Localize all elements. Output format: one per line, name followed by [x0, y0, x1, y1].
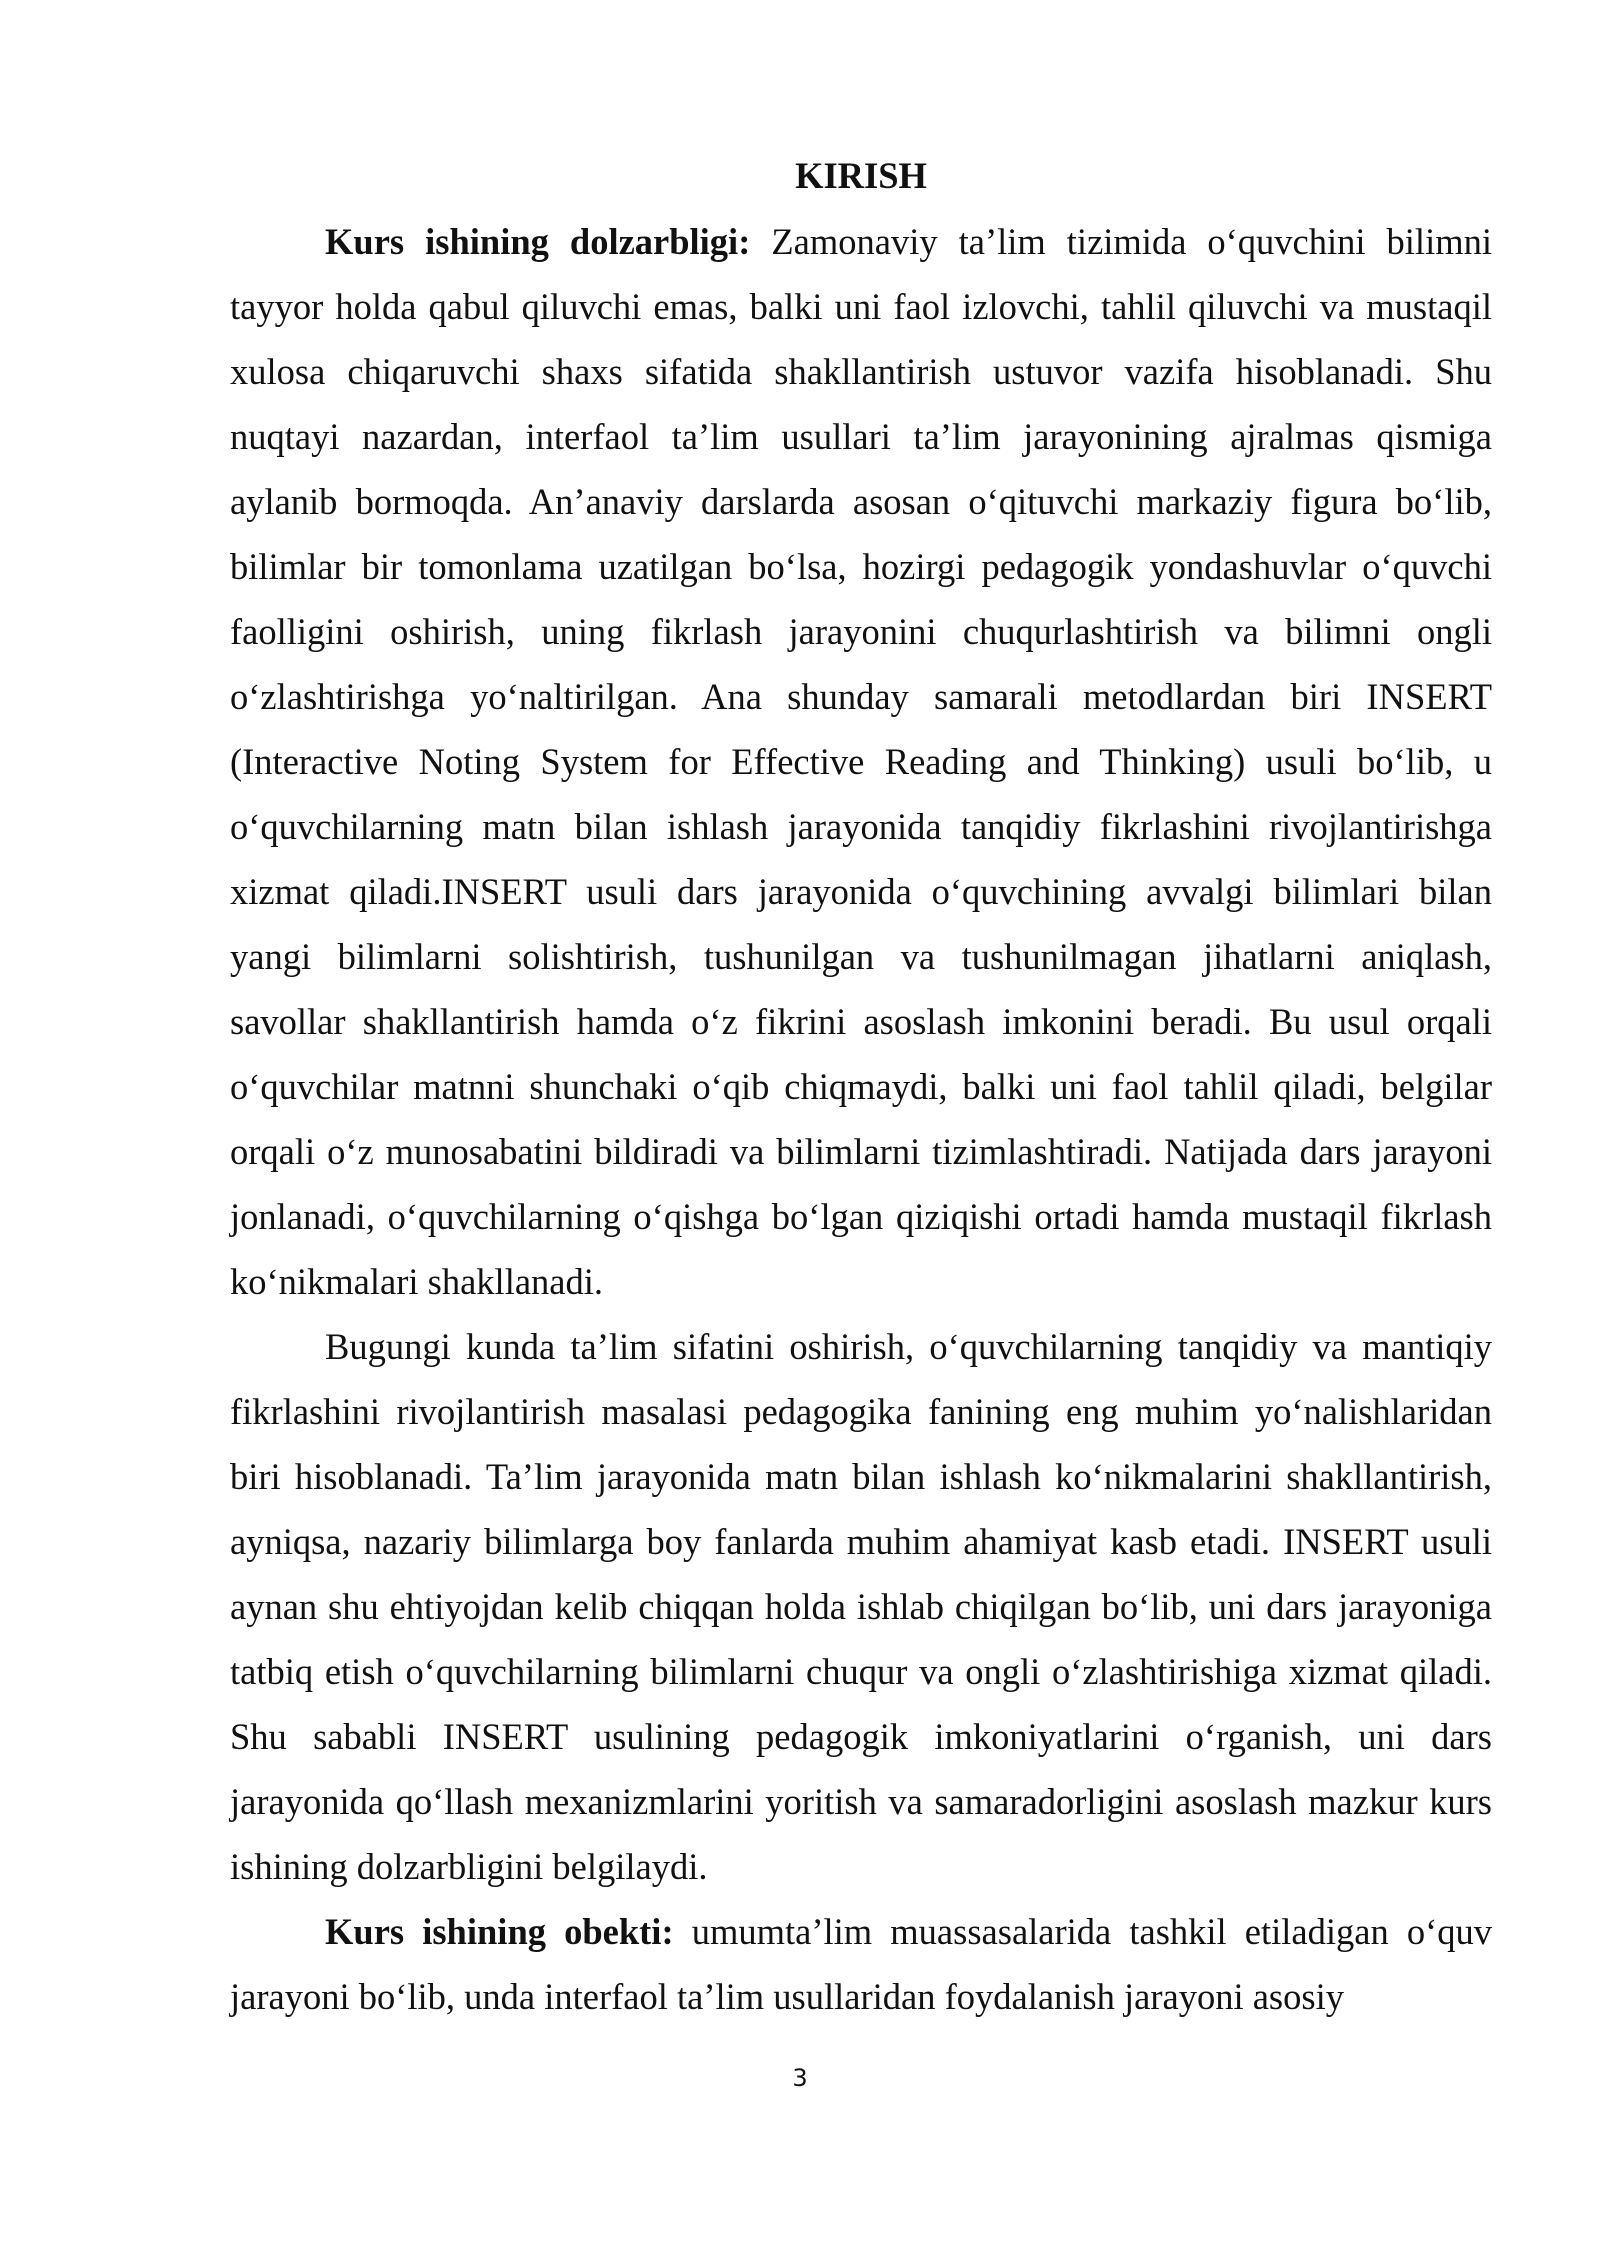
- paragraph-object: [230, 1899, 1492, 2029]
- paragraph-text-object: umumta’lim muassasalarida tashkil etiladigan o‘quv jarayoni bo‘lib, unda interfaol ta’lim usullaridan foydalanish jarayoni asosiy: [230, 1911, 1492, 2017]
- paragraph-lead-relevance: Kurs ishining dolzarbligi:: [325, 221, 751, 262]
- paragraph-text-importance: Bugungi kunda ta’lim sifatini oshirish, o‘quvchilarning tanqidiy va mantiqiy fikrlashini rivojlantirish masalasi pedagogika fanining eng muhim yo‘nalishlaridan biri hisoblanadi. Ta’lim jarayonida matn bilan ishlash ko‘nikmalarini shakllantirish, ayniqsa, nazariy bilimlarga boy fanlarda muhim ahamiyat kasb etadi. INSERT usuli aynan shu ehtiyojdan kelib chiqqan holda ishlab chiqilgan bo‘lib, uni dars jarayoniga tatbiq etish o‘quvchilarning bilimlarni chuqur va ongli o‘zlashtirishiga xizmat qiladi. Shu sababli INSERT usulining pedagogik imkoniyatlarini o‘rganish, uni dars jarayonida qo‘llash mexanizmlarini yoritish va samaradorligini asoslash mazkur kurs ishining dolzarbligini belgilaydi.: [230, 1326, 1492, 1887]
- paragraph-text-relevance: Zamonaviy ta’lim tizimida o‘quvchini bilimni tayyor holda qabul qiluvchi emas, balki uni faol izlovchi, tahlil qiluvchi va mustaqil xulosa chiqaruvchi shaxs sifatida shakllantirish ustuvor vazifa hisoblanadi. Shu nuqtayi nazardan, interfaol ta’lim usullari ta’lim jarayonining ajralmas qismiga aylanib bormoqda. An’anaviy darslarda asosan o‘qituvchi markaziy figura bo‘lib, bilimlar bir tomonlama uzatilgan bo‘lsa, hozirgi pedagogik yondashuvlar o‘quvchi faolligini oshirish, uning fikrlash jarayonini chuqurlashtirish va bilimni ongli o‘zlashtirishga yo‘naltirilgan. Ana shunday samarali metodlardan biri INSERT (Interactive Noting System for Effective Reading and Thinking) usuli bo‘lib, u o‘quvchilarning matn bilan ishlash jarayonida tanqidiy fikrlashini rivojlantirishga xizmat qiladi.INSERT usuli dars jarayonida o‘quvchining avvalgi bilimlari bilan yangi bilimlarni solishtirish, tushunilgan va tushunilmagan jihatlarni aniqlash, savollar shakllantirish hamda o‘z fikrini asoslash imkonini beradi. Bu usul orqali o‘quvchilar matnni shunchaki o‘qib chiqmaydi, balki uni faol tahlil qiladi, belgilar orqali o‘z munosabatini bildiradi va bilimlarni tizimlashtiradi. Natijada dars jarayoni jonlanadi, o‘quvchilarning o‘qishga bo‘lgan qiziqishi ortadi hamda mustaqil fikrlash ko‘nikmalari shakllanadi.: [230, 221, 1492, 1302]
- page-number: 3: [792, 2064, 808, 2092]
- page-title: KIRISH: [795, 155, 927, 196]
- paragraph-relevance: [230, 209, 1492, 1314]
- paragraph-lead-object: Kurs ishining obekti:: [325, 1911, 674, 1952]
- paragraph-importance: [230, 1314, 1492, 1899]
- page-content: [230, 147, 1492, 2029]
